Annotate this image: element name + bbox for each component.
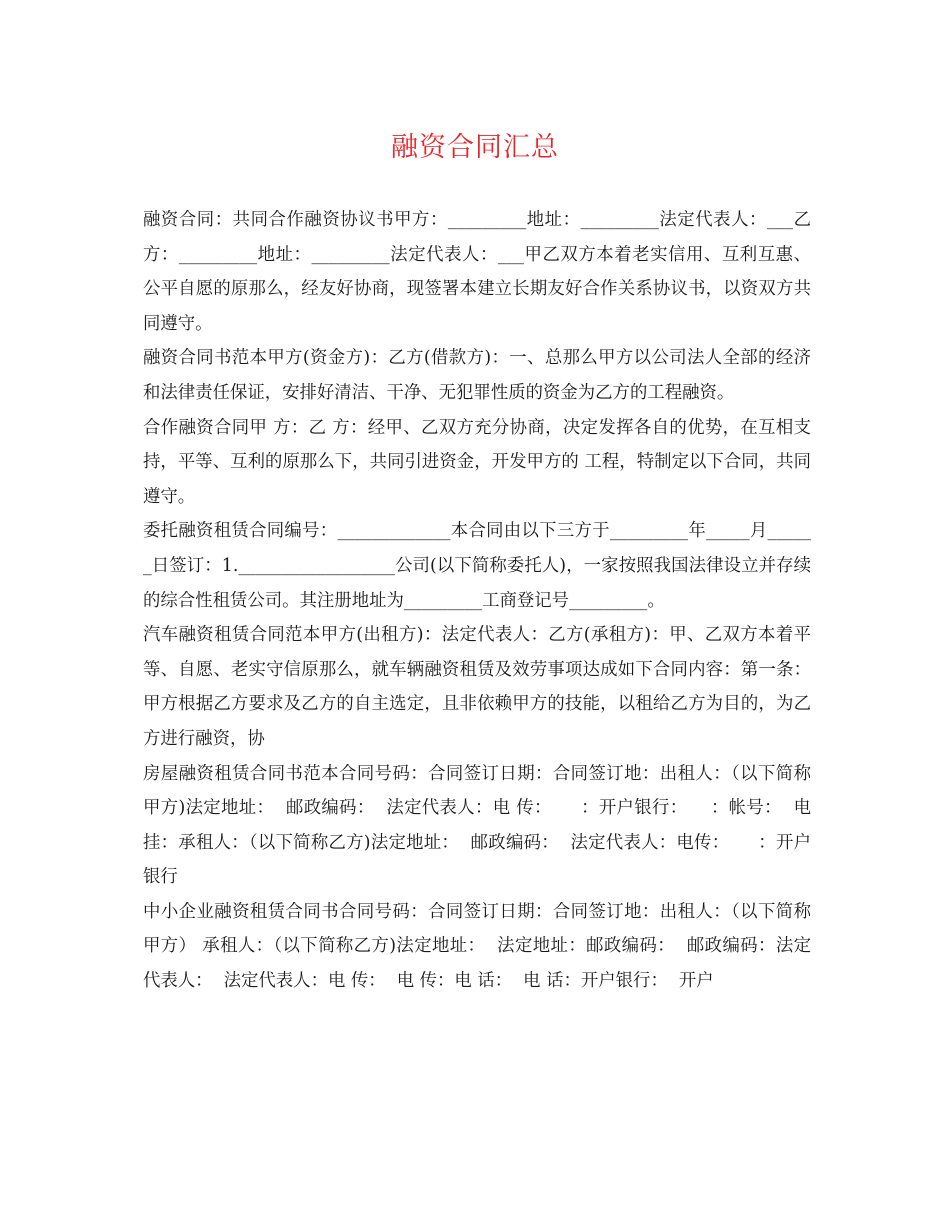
paragraph-sme-leasing: 中小企业融资租赁合同书合同号码：合同签订日期：合同签订地：出租人：（以下简称甲方） 承租人：（以下简称乙方)法定地址： 法定地址：邮政编码： 邮政编码：法定代表人： 法定代表人：电 传： 电 传：电 话： 电 话：开户银行： 开户 xyxy=(143,901,811,992)
paragraph-financing-contract: 融资合同：共同合作融资协议书甲方：_________地址：_________法定代表人：___乙方：_________地址：_________法定代表人：___甲乙双方本着老实信用、互利互惠、公平自愿的原那么，经友好协商，现签署本建立长期友好合作关系协议书，以资双方共同遵守。 xyxy=(143,210,811,334)
document-title: 融资合同汇总 xyxy=(391,132,559,163)
document-body xyxy=(143,203,811,999)
paragraph-housing-leasing: 房屋融资租赁合同书范本合同号码：合同签订日期：合同签订地：出租人：（以下简称甲方)法定地址： 邮政编码： 法定代表人：电 传： ：开户银行： ：帐号： 电挂：承租人：（以下简称乙方)法定地址： 邮政编码： 法定代表人：电传： ：开户银行 xyxy=(143,763,811,888)
paragraph-entrusted-leasing: 委托融资租赁合同编号：_____________本合同由以下三方于_________年_____月______日签订：1.__________________公司(以下简称委托人)，一家按照我国法律设立并存续的综合性租赁公司。其注册地址为_________工商登记号_________。 xyxy=(143,521,811,611)
paragraph-financing-contract-template: 融资合同书范本甲方(资金方)：乙方(借款方)：一、总那么甲方以公司法人全部的经济和法律责任保证，安排好清洁、干净、无犯罪性质的资金为乙方的工程融资。 xyxy=(143,348,811,403)
paragraph-auto-leasing: 汽车融资租赁合同范本甲方(出租方)：法定代表人：乙方(承租方)：甲、乙双方本着平等、自愿、老实守信原那么，就车辆融资租赁及效劳事项达成如下合同内容：第一条：甲方根据乙方要求及乙方的自主选定，且非依赖甲方的技能，以租给乙方为目的，为乙方进行融资，协 xyxy=(143,625,811,749)
paragraph-cooperative-financing: 合作融资合同甲 方：乙 方：经甲、乙双方充分协商，决定发挥各自的优势，在互相支持，平等、互利的原那么下，共同引进资金，开发甲方的 工程，特制定以下合同，共同遵守。 xyxy=(143,417,811,507)
